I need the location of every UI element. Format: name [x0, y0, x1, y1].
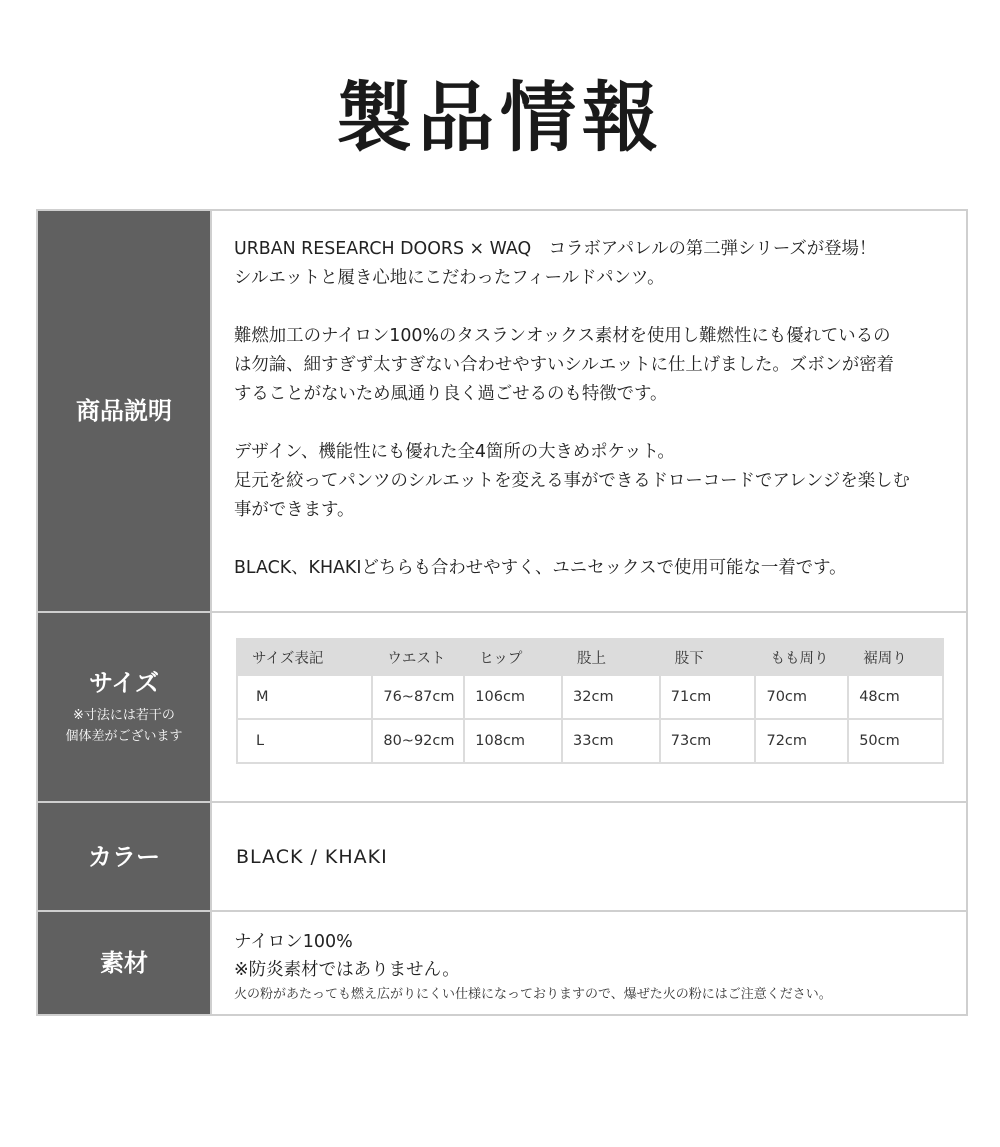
size-chart-header: 裾周り: [848, 639, 943, 675]
size-cell: 106cm: [464, 675, 562, 719]
size-cell: 48cm: [848, 675, 943, 719]
size-chart-header: ウエスト: [372, 639, 464, 675]
material-line: ※防炎素材ではありません。: [234, 960, 460, 980]
description-paragraph: [234, 235, 944, 293]
size-body: [212, 613, 968, 801]
description-label: 商品説明: [76, 397, 172, 425]
size-cell: L: [237, 719, 372, 763]
size-cell: 80~92cm: [372, 719, 464, 763]
size-cell: 76~87cm: [372, 675, 464, 719]
color-row: [38, 803, 966, 912]
description-paragraph: [234, 322, 944, 409]
size-cell: 108cm: [464, 719, 562, 763]
size-chart: [236, 638, 944, 764]
description-line: シルエットと履き心地にこだわったフィールドパンツ。: [234, 268, 665, 288]
size-label-cell: [38, 613, 212, 801]
material-label-cell: [38, 912, 212, 1014]
size-cell: 50cm: [848, 719, 943, 763]
color-label-cell: [38, 803, 212, 910]
product-spec-table: [36, 209, 968, 1016]
description-line: することがないため風通り良く過ごせるのも特徴です。: [234, 384, 668, 404]
size-cell: 71cm: [660, 675, 756, 719]
color-body: [212, 803, 966, 910]
description-paragraph: [234, 554, 944, 583]
size-cell: 73cm: [660, 719, 756, 763]
description-line: BLACK、KHAKIどちらも合わせやすく、ユニセックスで使用可能な一着です。: [234, 558, 847, 578]
size-note: [65, 705, 182, 747]
description-paragraph: [234, 438, 944, 525]
size-note-line: 個体差がございます: [65, 729, 183, 744]
description-line: は勿論、細すぎず太すぎない合わせやすいシルエットに仕上げました。ズボンが密着: [234, 355, 895, 375]
size-cell: 72cm: [755, 719, 848, 763]
material-label: 素材: [100, 949, 148, 977]
size-chart-header: もも周り: [755, 639, 848, 675]
material-row: [38, 912, 966, 1016]
size-cell: 70cm: [755, 675, 848, 719]
color-label: カラー: [88, 842, 160, 871]
size-cell: 32cm: [562, 675, 660, 719]
size-chart-header: 股下: [660, 639, 756, 675]
description-line: デザイン、機能性にも優れた全4箇所の大きめポケット。: [234, 442, 675, 462]
size-cell: M: [237, 675, 372, 719]
color-value: BLACK / KHAKI: [236, 845, 388, 868]
description-line: 事ができます。: [234, 500, 355, 520]
description-line: URBAN RESEARCH DOORS × WAQ コラボアパレルの第二弾シリーズが登場！: [234, 239, 877, 259]
description-line: 足元を絞ってパンツのシルエットを変える事ができるドローコードでアレンジを楽しむ: [234, 471, 910, 491]
size-cell: 33cm: [562, 719, 660, 763]
size-chart-header: 股上: [562, 639, 660, 675]
size-note-line: ※寸法には若干の: [73, 708, 175, 723]
table-row: [237, 675, 943, 719]
size-row: [38, 613, 966, 803]
description-body: [212, 211, 966, 611]
table-row: [237, 719, 943, 763]
description-label-cell: [38, 211, 212, 611]
material-note: 火の粉があたっても燃え広がりにくい仕様になっておりますので、爆ぜた火の粉にはご注意ください。: [234, 987, 832, 1002]
description-row: [38, 211, 966, 613]
size-chart-header: ヒップ: [464, 639, 562, 675]
material-line: ナイロン100%: [234, 932, 353, 952]
description-line: 難燃加工のナイロン100%のタスランオックス素材を使用し難燃性にも優れているの: [234, 326, 891, 346]
size-chart-header: サイズ表記: [237, 639, 372, 675]
page-title: 製品情報: [336, 73, 664, 162]
size-label: サイズ: [88, 669, 160, 697]
size-chart-header-row: [237, 639, 943, 675]
material-body: [212, 912, 966, 1014]
